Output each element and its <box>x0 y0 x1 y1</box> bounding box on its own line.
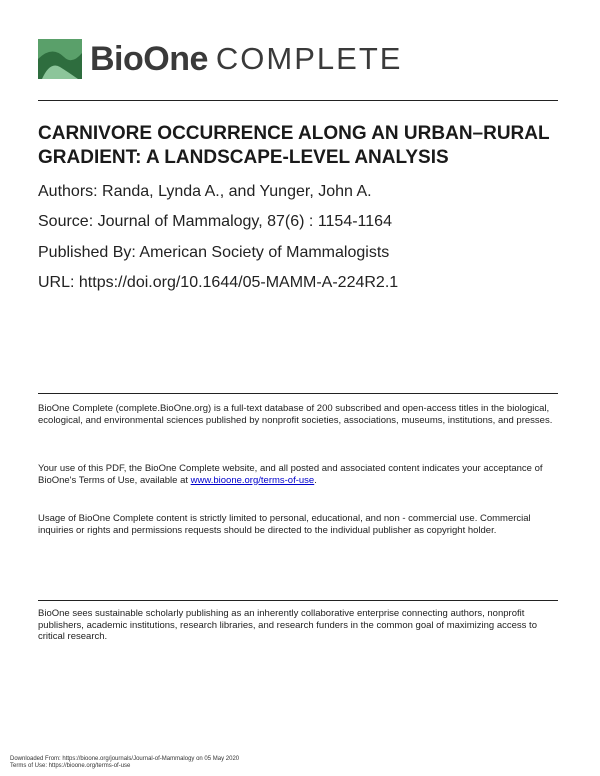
terms-of-use-link[interactable]: www.bioone.org/terms-of-use <box>190 474 315 486</box>
section-divider-top <box>38 393 558 394</box>
authors-line: Authors: Randa, Lynda A., and Yunger, John A. <box>38 183 372 200</box>
terms-end: . <box>314 474 317 486</box>
usage-paragraph: Usage of BioOne Complete content is strictly limited to personal, educational, and non - commercial use. Commercial inquiries or rights and permissions requests should be directed to the individual publisher as copyright holder. <box>38 513 531 536</box>
logo-wordmark-complete: COMPLETE <box>215 41 403 76</box>
article-title: CARNIVORE OCCURRENCE ALONG AN URBAN–RURAL GRADIENT: A LANDSCAPE-LEVEL ANALYSIS <box>38 123 550 168</box>
bioone-logo-icon <box>38 39 82 79</box>
mission-paragraph: BioOne sees sustainable scholarly publishing as an inherently collaborative enterprise connecting authors, nonprofit publishers, academic institutions, research libraries, and research funders in the common goal of maximizing access to critical research. <box>38 608 537 642</box>
header-divider <box>38 100 558 101</box>
source-line: Source: Journal of Mammalogy, 87(6) : 1154-1164 <box>38 213 392 230</box>
footer-terms[interactable]: Terms of Use: https://bioone.org/terms-of-use <box>10 763 131 769</box>
terms-text: Your use of this PDF, the BioOne Complete website, and all posted and associated content indicates your acceptance of BioOne's Terms of Use, available at <box>38 463 543 486</box>
url-line[interactable]: URL: https://doi.org/10.1644/05-MAMM-A-224R2.1 <box>38 274 399 291</box>
terms-paragraph <box>38 463 558 486</box>
publisher-line: Published By: American Society of Mammalogists <box>38 244 390 261</box>
section-divider-bottom <box>38 600 558 601</box>
bioone-logo[interactable] <box>38 38 402 80</box>
download-info: Downloaded From: https://bioone.org/journals/Journal-of-Mammalogy on 05 May 2020 <box>10 756 240 762</box>
about-paragraph: BioOne Complete (complete.BioOne.org) is a full-text database of 200 subscribed and open-access titles in the biological, ecological, and environmental sciences published by nonprofit societies, associations, museums, institutions, and presses. <box>38 403 553 426</box>
logo-wordmark-bioone: BioOne <box>90 39 208 78</box>
